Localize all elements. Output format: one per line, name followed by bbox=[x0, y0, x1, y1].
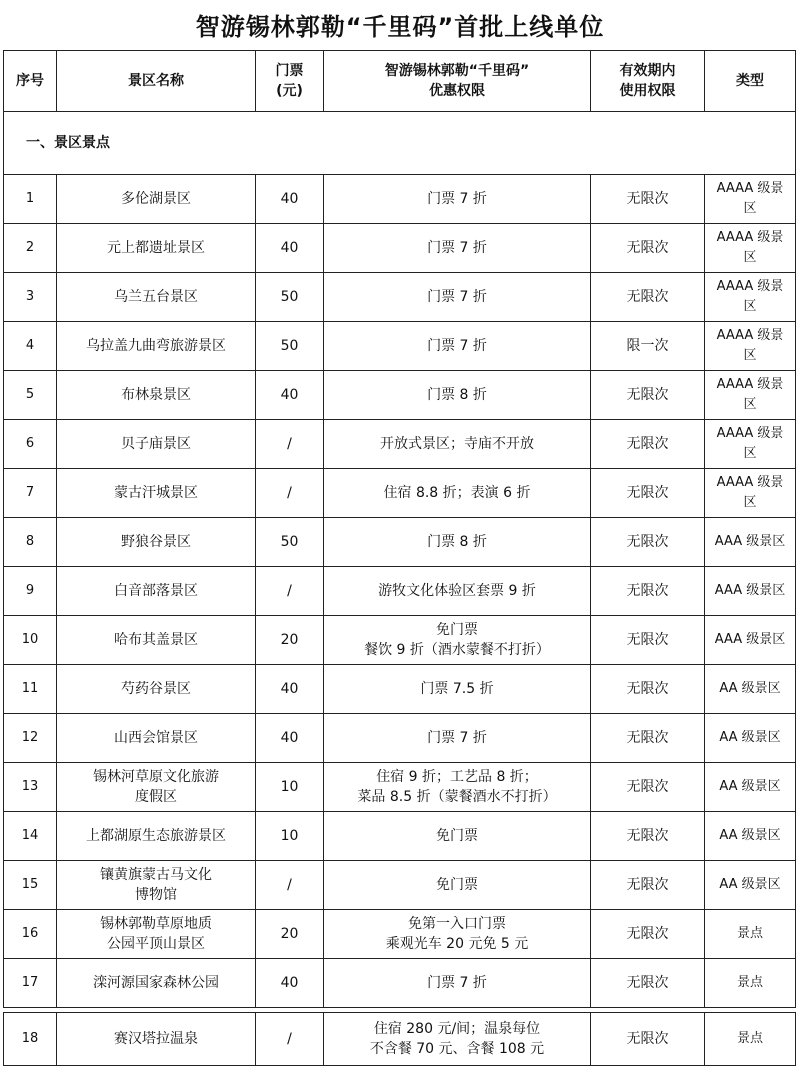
cell-price-line1: 40 bbox=[280, 730, 299, 746]
cell-type-line1: AA 级景区 bbox=[719, 779, 781, 794]
cell-name-line1: 哈布其盖景区 bbox=[114, 632, 198, 648]
cell-price-line1: 20 bbox=[280, 632, 299, 648]
table-row bbox=[4, 861, 796, 910]
cell-type bbox=[705, 322, 796, 371]
cell-type bbox=[705, 1013, 796, 1066]
cell-benefit-line1: 门票 8 折 bbox=[427, 534, 487, 550]
cell-price bbox=[256, 273, 324, 322]
cell-validity-line1: 无限次 bbox=[626, 926, 669, 942]
cell-price-line1: 50 bbox=[280, 534, 299, 550]
cell-validity bbox=[591, 714, 705, 763]
cell-seq bbox=[4, 420, 57, 469]
cell-seq bbox=[4, 518, 57, 567]
cell-name bbox=[57, 763, 256, 812]
cell-name-line1: 乌拉盖九曲弯旅游景区 bbox=[86, 338, 226, 354]
cell-benefit bbox=[324, 224, 591, 273]
cell-benefit-line1: 免门票 bbox=[436, 622, 478, 638]
cell-price bbox=[256, 469, 324, 518]
cell-price bbox=[256, 322, 324, 371]
table-row bbox=[4, 763, 796, 812]
cell-seq-line1: 13 bbox=[21, 779, 39, 794]
table-row bbox=[4, 322, 796, 371]
cell-type-line1: 景点 bbox=[736, 926, 763, 941]
cell-benefit bbox=[324, 175, 591, 224]
cell-validity bbox=[591, 665, 705, 714]
table-row bbox=[4, 959, 796, 1008]
cell-validity bbox=[591, 861, 705, 910]
cell-name-line2: 博物馆 bbox=[135, 887, 177, 903]
cell-name bbox=[57, 714, 256, 763]
cell-price-line1: / bbox=[287, 877, 292, 893]
cell-type-line1: AAA 级景区 bbox=[714, 583, 786, 598]
cell-seq-line1: 3 bbox=[25, 289, 35, 304]
cell-type bbox=[705, 861, 796, 910]
cell-seq bbox=[4, 322, 57, 371]
cell-benefit-line2: 餐饮 9 折（酒水蒙餐不打折） bbox=[364, 642, 550, 658]
cell-seq bbox=[4, 959, 57, 1008]
cell-benefit bbox=[324, 371, 591, 420]
cell-benefit-line1: 住宿 9 折；工艺品 8 折； bbox=[376, 769, 538, 785]
cell-benefit bbox=[324, 420, 591, 469]
cell-seq bbox=[4, 763, 57, 812]
cell-price-line1: 40 bbox=[280, 240, 299, 256]
cell-price bbox=[256, 910, 324, 959]
cell-validity-line1: 无限次 bbox=[626, 191, 669, 207]
cell-seq bbox=[4, 175, 57, 224]
cell-validity-line1: 无限次 bbox=[626, 975, 669, 991]
cell-price-line1: 40 bbox=[280, 681, 299, 697]
cell-validity bbox=[591, 175, 705, 224]
cell-benefit bbox=[324, 959, 591, 1008]
cell-validity bbox=[591, 910, 705, 959]
cell-seq-line1: 4 bbox=[25, 338, 35, 353]
cell-validity-line1: 无限次 bbox=[626, 877, 669, 893]
cell-type bbox=[705, 714, 796, 763]
cell-benefit bbox=[324, 273, 591, 322]
cell-price-line1: / bbox=[287, 436, 292, 452]
cell-name bbox=[57, 518, 256, 567]
cell-seq bbox=[4, 714, 57, 763]
cell-price-line1: 10 bbox=[280, 779, 299, 795]
cell-validity bbox=[591, 616, 705, 665]
cell-benefit-line1: 门票 7 折 bbox=[427, 191, 487, 207]
cell-seq-line1: 12 bbox=[21, 730, 39, 745]
table-row bbox=[4, 665, 796, 714]
cell-name-line1: 镶黄旗蒙古马文化 bbox=[100, 867, 212, 883]
cell-type-line2: 区 bbox=[743, 397, 757, 412]
cell-seq bbox=[4, 469, 57, 518]
cell-benefit bbox=[324, 910, 591, 959]
cell-type bbox=[705, 616, 796, 665]
cell-benefit-line1: 免门票 bbox=[436, 828, 478, 844]
cell-validity bbox=[591, 763, 705, 812]
cell-price bbox=[256, 665, 324, 714]
cell-seq-line1: 18 bbox=[21, 1031, 39, 1046]
cell-validity bbox=[591, 518, 705, 567]
cell-name-line1: 野狼谷景区 bbox=[121, 534, 191, 550]
cell-seq bbox=[4, 273, 57, 322]
cell-seq bbox=[4, 861, 57, 910]
header-name: 景区名称 bbox=[57, 51, 256, 112]
cell-name-line1: 锡林郭勒草原地质 bbox=[100, 916, 212, 932]
cell-seq-line1: 2 bbox=[25, 240, 35, 255]
cell-benefit bbox=[324, 469, 591, 518]
cell-seq bbox=[4, 665, 57, 714]
cell-benefit bbox=[324, 763, 591, 812]
cell-name bbox=[57, 910, 256, 959]
cell-seq-line1: 11 bbox=[21, 681, 39, 696]
cell-name-line1: 元上都遗址景区 bbox=[107, 240, 205, 256]
cell-name-line1: 上都湖原生态旅游景区 bbox=[86, 828, 226, 844]
cell-name bbox=[57, 665, 256, 714]
cell-type bbox=[705, 469, 796, 518]
cell-name-line1: 赛汉塔拉温泉 bbox=[114, 1031, 198, 1047]
cell-type-line1: AAAA 级景 bbox=[716, 230, 784, 245]
cell-validity-line1: 无限次 bbox=[626, 779, 669, 795]
header-ticket-line2: (元) bbox=[276, 83, 303, 99]
cell-benefit bbox=[324, 322, 591, 371]
cell-seq-line1: 6 bbox=[25, 436, 35, 451]
cell-validity bbox=[591, 812, 705, 861]
cell-price bbox=[256, 861, 324, 910]
cell-validity-line1: 无限次 bbox=[626, 681, 669, 697]
cell-seq-line1: 8 bbox=[25, 534, 35, 549]
cell-name bbox=[57, 175, 256, 224]
header-row bbox=[4, 51, 796, 112]
cell-validity-line1: 无限次 bbox=[626, 632, 669, 648]
cell-benefit bbox=[324, 812, 591, 861]
cell-name bbox=[57, 224, 256, 273]
cell-type-line1: 景点 bbox=[736, 975, 763, 990]
document-title: 智游锡林郭勒“千里码”首批上线单位 bbox=[195, 12, 605, 41]
cell-seq-line1: 14 bbox=[21, 828, 39, 843]
table-row bbox=[4, 371, 796, 420]
cell-type bbox=[705, 175, 796, 224]
section-title: 一、景区景点 bbox=[4, 112, 796, 175]
cell-price bbox=[256, 420, 324, 469]
cell-type-line1: AAAA 级景 bbox=[716, 279, 784, 294]
cell-validity-line1: 无限次 bbox=[626, 730, 669, 746]
cell-price bbox=[256, 567, 324, 616]
cell-seq bbox=[4, 371, 57, 420]
table-row bbox=[4, 518, 796, 567]
cell-validity bbox=[591, 322, 705, 371]
cell-type bbox=[705, 959, 796, 1008]
header-benefit bbox=[324, 51, 591, 112]
cell-type-line2: 区 bbox=[743, 201, 757, 216]
cell-name-line1: 乌兰五台景区 bbox=[114, 289, 198, 305]
cell-price-line1: / bbox=[287, 1031, 292, 1047]
cell-seq-line1: 7 bbox=[25, 485, 35, 500]
cell-seq-line1: 17 bbox=[21, 975, 39, 990]
cell-benefit-line1: 门票 7.5 折 bbox=[420, 681, 494, 697]
header-validity-line1: 有效期内 bbox=[619, 63, 676, 79]
cell-name-line1: 白音部落景区 bbox=[114, 583, 198, 599]
header-validity bbox=[591, 51, 705, 112]
cell-benefit-line2: 不含餐 70 元、含餐 108 元 bbox=[369, 1041, 545, 1057]
table-row bbox=[4, 273, 796, 322]
cell-benefit-line2: 乘观光车 20 元免 5 元 bbox=[385, 936, 529, 952]
cell-name bbox=[57, 812, 256, 861]
cell-validity bbox=[591, 371, 705, 420]
table-row bbox=[4, 175, 796, 224]
cell-seq-line1: 15 bbox=[21, 877, 39, 892]
cell-validity bbox=[591, 959, 705, 1008]
cell-type bbox=[705, 371, 796, 420]
cell-type bbox=[705, 273, 796, 322]
cell-validity-line1: 无限次 bbox=[626, 828, 669, 844]
cell-price bbox=[256, 763, 324, 812]
cell-type bbox=[705, 812, 796, 861]
cell-name bbox=[57, 420, 256, 469]
cell-name-line1: 滦河源国家森林公园 bbox=[93, 975, 219, 991]
cell-seq bbox=[4, 812, 57, 861]
cell-validity bbox=[591, 420, 705, 469]
cell-type-line1: AAAA 级景 bbox=[716, 181, 784, 196]
cell-type-line2: 区 bbox=[743, 250, 757, 265]
cell-validity bbox=[591, 469, 705, 518]
cell-validity-line1: 无限次 bbox=[626, 289, 669, 305]
cell-seq-line1: 16 bbox=[21, 926, 39, 941]
table-row bbox=[4, 567, 796, 616]
cell-validity bbox=[591, 1013, 705, 1066]
cell-type-line2: 区 bbox=[743, 348, 757, 363]
cell-name bbox=[57, 567, 256, 616]
cell-benefit-line1: 门票 7 折 bbox=[427, 289, 487, 305]
cell-validity-line1: 无限次 bbox=[626, 583, 669, 599]
table-row bbox=[4, 1013, 796, 1066]
cell-name-line1: 锡林河草原文化旅游 bbox=[93, 769, 219, 785]
cell-type-line1: AA 级景区 bbox=[719, 730, 781, 745]
cell-name-line1: 贝子庙景区 bbox=[121, 436, 191, 452]
cell-price bbox=[256, 175, 324, 224]
cell-name bbox=[57, 861, 256, 910]
cell-type bbox=[705, 567, 796, 616]
cell-price bbox=[256, 371, 324, 420]
cell-price bbox=[256, 714, 324, 763]
cell-price bbox=[256, 224, 324, 273]
cell-benefit-line1: 门票 7 折 bbox=[427, 975, 487, 991]
cell-name bbox=[57, 469, 256, 518]
cell-price bbox=[256, 616, 324, 665]
cell-type bbox=[705, 665, 796, 714]
cell-validity-line1: 无限次 bbox=[626, 436, 669, 452]
cell-benefit-line1: 门票 7 折 bbox=[427, 338, 487, 354]
cell-benefit bbox=[324, 616, 591, 665]
cell-type bbox=[705, 518, 796, 567]
cell-validity bbox=[591, 567, 705, 616]
cell-benefit-line1: 开放式景区；寺庙不开放 bbox=[380, 436, 534, 452]
cell-name-line1: 多伦湖景区 bbox=[121, 191, 191, 207]
cell-name-line1: 布林泉景区 bbox=[121, 387, 191, 403]
cell-benefit-line2: 菜品 8.5 折（蒙餐酒水不打折） bbox=[357, 789, 557, 805]
cell-seq bbox=[4, 1013, 57, 1066]
cell-validity-line1: 无限次 bbox=[626, 485, 669, 501]
cell-validity-line1: 无限次 bbox=[626, 1031, 669, 1047]
cell-type-line1: AA 级景区 bbox=[719, 681, 781, 696]
header-benefit-line2: 优惠权限 bbox=[429, 83, 485, 99]
cell-validity-line1: 无限次 bbox=[626, 240, 669, 256]
cell-name bbox=[57, 273, 256, 322]
cell-validity-line1: 无限次 bbox=[626, 387, 669, 403]
cell-price bbox=[256, 812, 324, 861]
cell-benefit-line1: 免门票 bbox=[436, 877, 478, 893]
cell-price-line1: 40 bbox=[280, 387, 299, 403]
table-row bbox=[4, 714, 796, 763]
cell-price bbox=[256, 518, 324, 567]
table-row bbox=[4, 469, 796, 518]
cell-benefit-line1: 门票 8 折 bbox=[427, 387, 487, 403]
header-validity-line2: 使用权限 bbox=[619, 83, 676, 99]
cell-price bbox=[256, 959, 324, 1008]
cell-benefit bbox=[324, 861, 591, 910]
cell-price bbox=[256, 1013, 324, 1066]
cell-type-line1: AAAA 级景 bbox=[716, 328, 784, 343]
cell-name-line1: 山西会馆景区 bbox=[114, 730, 198, 746]
cell-validity bbox=[591, 224, 705, 273]
cell-validity-line1: 无限次 bbox=[626, 534, 669, 550]
cell-validity bbox=[591, 273, 705, 322]
cell-benefit bbox=[324, 714, 591, 763]
cell-benefit-line1: 游牧文化体验区套票 9 折 bbox=[378, 583, 536, 599]
cell-benefit bbox=[324, 1013, 591, 1066]
cell-type-line2: 区 bbox=[743, 446, 757, 461]
cell-name-line2: 度假区 bbox=[135, 789, 177, 805]
header-ticket-line1: 门票 bbox=[275, 63, 304, 79]
cell-name bbox=[57, 371, 256, 420]
cell-seq-line1: 1 bbox=[25, 191, 35, 206]
cell-price-line1: / bbox=[287, 485, 292, 501]
cell-seq bbox=[4, 910, 57, 959]
cell-type-line2: 区 bbox=[743, 495, 757, 510]
cell-benefit bbox=[324, 665, 591, 714]
cell-seq-line1: 5 bbox=[25, 387, 35, 402]
cell-name-line1: 芍药谷景区 bbox=[121, 681, 191, 697]
cell-type-line1: AA 级景区 bbox=[719, 828, 781, 843]
cell-type bbox=[705, 763, 796, 812]
cell-name-line1: 蒙古汗城景区 bbox=[114, 485, 198, 501]
header-seq: 序号 bbox=[4, 51, 57, 112]
benefits-table bbox=[3, 50, 796, 1066]
header-benefit-line1: 智游锡林郭勒“千里码” bbox=[384, 63, 530, 79]
cell-price-line1: 40 bbox=[280, 975, 299, 991]
table-row bbox=[4, 910, 796, 959]
cell-benefit bbox=[324, 518, 591, 567]
cell-price-line1: / bbox=[287, 583, 292, 599]
cell-name-line2: 公园平顶山景区 bbox=[107, 936, 205, 952]
cell-price-line1: 50 bbox=[280, 289, 299, 305]
cell-name bbox=[57, 959, 256, 1008]
cell-type-line1: AAA 级景区 bbox=[714, 534, 786, 549]
cell-benefit-line1: 免第一入口门票 bbox=[408, 916, 506, 932]
table-row bbox=[4, 420, 796, 469]
cell-name bbox=[57, 1013, 256, 1066]
cell-type-line2: 区 bbox=[743, 299, 757, 314]
cell-benefit-line1: 住宿 280 元/间；温泉每位 bbox=[373, 1021, 541, 1037]
cell-name bbox=[57, 322, 256, 371]
cell-benefit-line1: 门票 7 折 bbox=[427, 730, 487, 746]
cell-price-line1: 50 bbox=[280, 338, 299, 354]
cell-benefit-line1: 住宿 8.8 折；表演 6 折 bbox=[383, 485, 531, 501]
cell-type-line1: AAA 级景区 bbox=[714, 632, 786, 647]
cell-benefit-line1: 门票 7 折 bbox=[427, 240, 487, 256]
cell-seq-line1: 9 bbox=[25, 583, 35, 598]
cell-seq bbox=[4, 616, 57, 665]
cell-seq-line1: 10 bbox=[21, 632, 39, 647]
cell-benefit bbox=[324, 567, 591, 616]
cell-type bbox=[705, 910, 796, 959]
cell-type-line1: 景点 bbox=[736, 1031, 763, 1046]
section-row bbox=[4, 112, 796, 175]
cell-price-line1: 10 bbox=[280, 828, 299, 844]
header-type: 类型 bbox=[705, 51, 796, 112]
cell-type bbox=[705, 224, 796, 273]
cell-type-line1: AAAA 级景 bbox=[716, 377, 784, 392]
cell-type-line1: AAAA 级景 bbox=[716, 475, 784, 490]
header-ticket bbox=[256, 51, 324, 112]
cell-type-line1: AAAA 级景 bbox=[716, 426, 784, 441]
cell-price-line1: 40 bbox=[280, 191, 299, 207]
table-row bbox=[4, 224, 796, 273]
cell-price-line1: 20 bbox=[280, 926, 299, 942]
cell-type-line1: AA 级景区 bbox=[719, 877, 781, 892]
table-row bbox=[4, 812, 796, 861]
cell-seq bbox=[4, 567, 57, 616]
cell-type bbox=[705, 420, 796, 469]
cell-validity-line1: 限一次 bbox=[626, 338, 669, 354]
cell-name bbox=[57, 616, 256, 665]
table-row bbox=[4, 616, 796, 665]
cell-seq bbox=[4, 224, 57, 273]
